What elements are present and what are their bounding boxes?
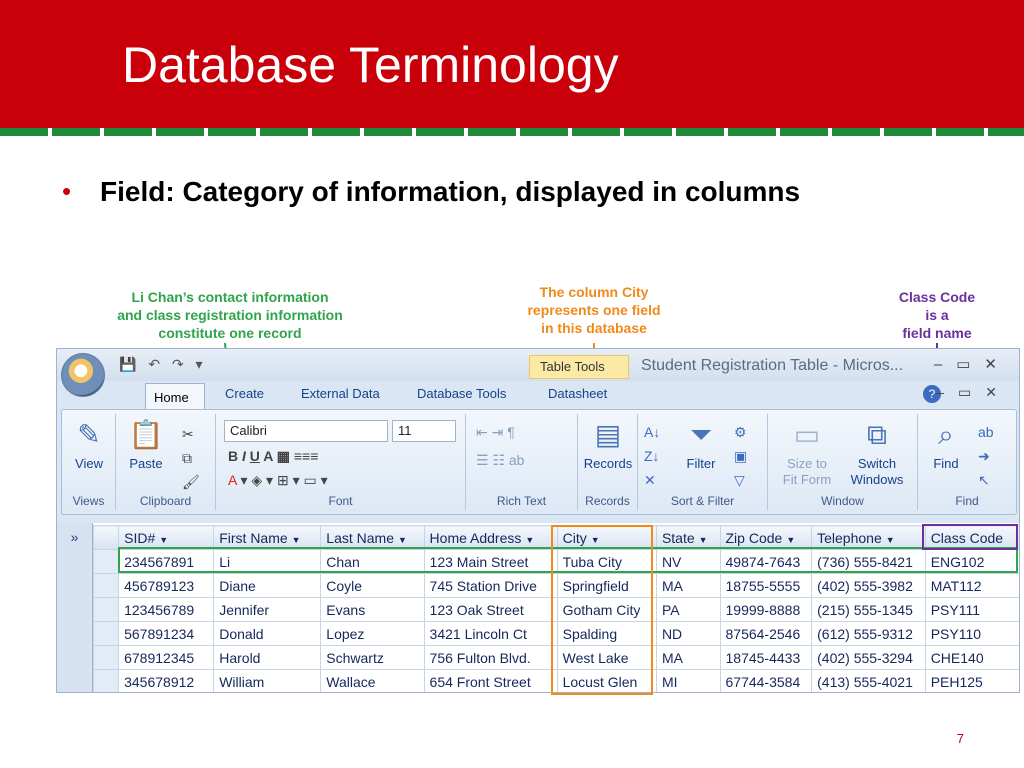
office-button[interactable]: [61, 353, 105, 397]
tab-external-data[interactable]: External Data: [301, 386, 380, 401]
column-header-telephone[interactable]: Telephone ▼: [812, 526, 926, 550]
table-cell[interactable]: 67744-3584: [720, 670, 812, 694]
paste-icon: 📋: [128, 419, 164, 450]
table-cell[interactable]: Jennifer: [214, 598, 321, 622]
field-name-annotation: Class Code is a field name: [898, 289, 976, 341]
select-all-corner[interactable]: [94, 526, 119, 550]
font-size-combo[interactable]: 11: [392, 420, 456, 442]
table-cell[interactable]: 123 Main Street: [424, 550, 557, 574]
table-cell[interactable]: Diane: [214, 574, 321, 598]
table-cell[interactable]: 756 Fulton Blvd.: [424, 646, 557, 670]
table-cell[interactable]: 18755-5555: [720, 574, 812, 598]
table-cell[interactable]: 123456789: [119, 598, 214, 622]
table-cell[interactable]: Lopez: [321, 622, 424, 646]
group-rich-text: [466, 414, 578, 510]
row-selector[interactable]: [94, 646, 119, 670]
window-title: Student Registration Table - Micros...: [641, 357, 904, 374]
quick-access-icons[interactable]: 💾 ↶ ↷ ▾: [119, 356, 207, 372]
column-header-sid[interactable]: SID# ▼: [119, 526, 214, 550]
switch-windows-button[interactable]: [840, 418, 914, 488]
table-cell[interactable]: Chan: [321, 550, 424, 574]
find-option-icons[interactable]: ab ➜ ↖: [978, 424, 994, 488]
table-cell[interactable]: (736) 555-8421: [812, 550, 926, 574]
table-cell[interactable]: (402) 555-3294: [812, 646, 926, 670]
records-button[interactable]: [582, 418, 634, 472]
records-label: Records: [583, 456, 633, 471]
table-cell[interactable]: MI: [656, 670, 720, 694]
table-cell[interactable]: West Lake: [557, 646, 656, 670]
view-icon: ✎: [77, 419, 101, 450]
table-cell[interactable]: Gotham City: [557, 598, 656, 622]
group-label-rich-text: Rich Text: [496, 494, 547, 508]
table-cell[interactable]: Harold: [214, 646, 321, 670]
view-label: View: [75, 456, 103, 471]
table-cell[interactable]: Evans: [321, 598, 424, 622]
table-cell[interactable]: Tuba City: [557, 550, 656, 574]
filter-option-icons[interactable]: ⚙ ▣ ▽: [734, 424, 748, 488]
group-label-font: Font: [328, 494, 353, 508]
column-label: City: [562, 529, 587, 546]
table-cell[interactable]: MA: [656, 646, 720, 670]
switch-windows-icon: ⧉: [867, 419, 887, 450]
tab-home[interactable]: Home: [145, 383, 205, 411]
table-cell[interactable]: William: [214, 670, 321, 694]
table-cell[interactable]: 745 Station Drive: [424, 574, 557, 598]
table-cell[interactable]: 567891234: [119, 622, 214, 646]
table-cell[interactable]: 19999-8888: [720, 598, 812, 622]
font-name-combo[interactable]: Calibri: [224, 420, 388, 442]
group-label-sort-filter: Sort & Filter: [670, 494, 735, 508]
table-cell[interactable]: 456789123: [119, 574, 214, 598]
group-font: [216, 414, 466, 510]
tab-create[interactable]: Create: [225, 386, 265, 401]
ribbon-tabs: [57, 381, 1020, 409]
column-label: Class Code: [930, 529, 1004, 546]
group-label-clipboard: Clipboard: [139, 494, 192, 508]
column-label: State: [661, 529, 695, 546]
table-cell[interactable]: 654 Front Street: [424, 670, 557, 694]
font-color-icons[interactable]: A ▾ ◈ ▾ ⊞ ▾ ▭ ▾: [228, 472, 328, 488]
table-cell[interactable]: 123 Oak Street: [424, 598, 557, 622]
access-window: [56, 348, 1020, 693]
table-cell[interactable]: Spalding: [557, 622, 656, 646]
table-cell[interactable]: Wallace: [321, 670, 424, 694]
records-icon: ▤: [594, 419, 622, 450]
table-cell[interactable]: ENG102: [925, 550, 1020, 574]
column-header-zip-code[interactable]: Zip Code ▼: [720, 526, 812, 550]
table-cell[interactable]: Springfield: [557, 574, 656, 598]
table-cell[interactable]: 345678912: [119, 670, 214, 694]
bullet-text: Field: Category of information, displayed in columns: [100, 176, 801, 207]
find-button[interactable]: [922, 418, 970, 472]
row-selector[interactable]: [94, 598, 119, 622]
table-cell[interactable]: (215) 555-1345: [812, 598, 926, 622]
column-label: SID#: [124, 529, 156, 546]
table-cell[interactable]: 3421 Lincoln Ct: [424, 622, 557, 646]
find-label: Find: [933, 456, 959, 471]
row-selector[interactable]: [94, 670, 119, 694]
column-label: Telephone: [817, 529, 882, 546]
group-label-records: Records: [585, 494, 630, 508]
table-cell[interactable]: 87564-2546: [720, 622, 812, 646]
table-cell[interactable]: MAT112: [925, 574, 1020, 598]
table-cell[interactable]: Schwartz: [321, 646, 424, 670]
page-number: 7: [956, 731, 964, 746]
table-cell[interactable]: PSY110: [925, 622, 1020, 646]
paste-button[interactable]: [122, 418, 170, 472]
column-header-city[interactable]: City ▼: [557, 526, 656, 550]
filter-icon: ⏷: [689, 419, 713, 450]
size-to-fit-icon: ▭: [793, 419, 821, 450]
tab-database-tools[interactable]: Database Tools: [417, 386, 507, 401]
group-views: [62, 414, 116, 510]
group-find: [918, 414, 1016, 510]
column-label: Last Name: [326, 529, 394, 546]
table-cell[interactable]: PSY111: [925, 598, 1020, 622]
slide-title: Database Terminology: [122, 37, 619, 93]
group-label-views: Views: [72, 494, 105, 508]
group-window: [768, 414, 918, 510]
field-annotation: The column City represents one field in this database: [527, 284, 661, 336]
table-cell[interactable]: (612) 555-9312: [812, 622, 926, 646]
table-cell[interactable]: 678912345: [119, 646, 214, 670]
field-name-highlight: [922, 524, 1018, 550]
filter-button[interactable]: [676, 418, 726, 472]
row-selector[interactable]: [94, 622, 119, 646]
column-label: Zip Code: [725, 529, 783, 546]
sort-icons[interactable]: A↓ Z↓ ✕: [644, 424, 661, 488]
table-cell[interactable]: Donald: [214, 622, 321, 646]
document-window-controls[interactable]: –▭✕: [936, 384, 1011, 400]
record-annotation: Li Chan’s contact information and class registration information constitute one record: [117, 289, 343, 341]
group-label-window: Window: [821, 494, 864, 508]
size-to-fit-form-button[interactable]: [776, 418, 838, 488]
column-header-last-name[interactable]: Last Name ▼: [321, 526, 424, 550]
field-highlight: [551, 525, 653, 695]
table-cell[interactable]: PA: [656, 598, 720, 622]
help-icon[interactable]: ?: [923, 385, 941, 403]
table-cell[interactable]: MA: [656, 574, 720, 598]
table-cell[interactable]: 49874-7643: [720, 550, 812, 574]
table-cell[interactable]: (402) 555-3982: [812, 574, 926, 598]
table-cell[interactable]: 234567891: [119, 550, 214, 574]
table-cell[interactable]: Li: [214, 550, 321, 574]
bullet-symbol: •: [62, 176, 72, 206]
navigation-pane-toggle[interactable]: »: [57, 523, 93, 693]
column-label: Home Address: [429, 529, 522, 546]
group-label-find: Find: [955, 494, 979, 508]
table-cell[interactable]: CHE140: [925, 646, 1020, 670]
window-controls[interactable]: –▭✕: [933, 356, 1011, 373]
clipboard-small-icons[interactable]: ✂ ⧉ 🖌: [182, 426, 200, 490]
group-records: [578, 414, 638, 510]
column-label: First Name: [219, 529, 288, 546]
paste-label: Paste: [129, 456, 163, 471]
column-header-home-address[interactable]: Home Address ▼: [424, 526, 557, 550]
quick-access-toolbar: [57, 349, 1020, 381]
binoculars-icon: ⌕: [938, 419, 954, 450]
group-clipboard: [116, 414, 216, 510]
indent-icons[interactable]: ⇤ ⇥ ¶: [476, 424, 515, 440]
table-cell[interactable]: ND: [656, 622, 720, 646]
ribbon: [61, 409, 1017, 515]
row-selector[interactable]: [94, 550, 119, 574]
table-cell[interactable]: 18745-4433: [720, 646, 812, 670]
column-header-state[interactable]: State ▼: [656, 526, 720, 550]
column-header-first-name[interactable]: First Name ▼: [214, 526, 321, 550]
table-tools-context-tab[interactable]: Table Tools: [529, 355, 629, 379]
table-cell[interactable]: NV: [656, 550, 720, 574]
filter-label: Filter: [686, 456, 716, 471]
font-format-icons[interactable]: B I U A ▦ ≡≡≡: [228, 448, 319, 464]
decorative-stripe: [0, 128, 1024, 136]
table-cell[interactable]: PEH125: [925, 670, 1020, 694]
table-cell[interactable]: (413) 555-4021: [812, 670, 926, 694]
size-to-fit-label: Size to Fit Form: [782, 456, 832, 487]
switch-windows-label: Switch Windows: [850, 456, 904, 487]
row-selector[interactable]: [94, 574, 119, 598]
table-cell[interactable]: Locust Glen: [557, 670, 656, 694]
view-button[interactable]: [66, 418, 112, 472]
group-sort-filter: [638, 414, 768, 510]
table-cell[interactable]: Coyle: [321, 574, 424, 598]
tab-datasheet[interactable]: Datasheet: [548, 386, 608, 401]
list-icons[interactable]: ☰ ☷ ab: [476, 452, 525, 468]
